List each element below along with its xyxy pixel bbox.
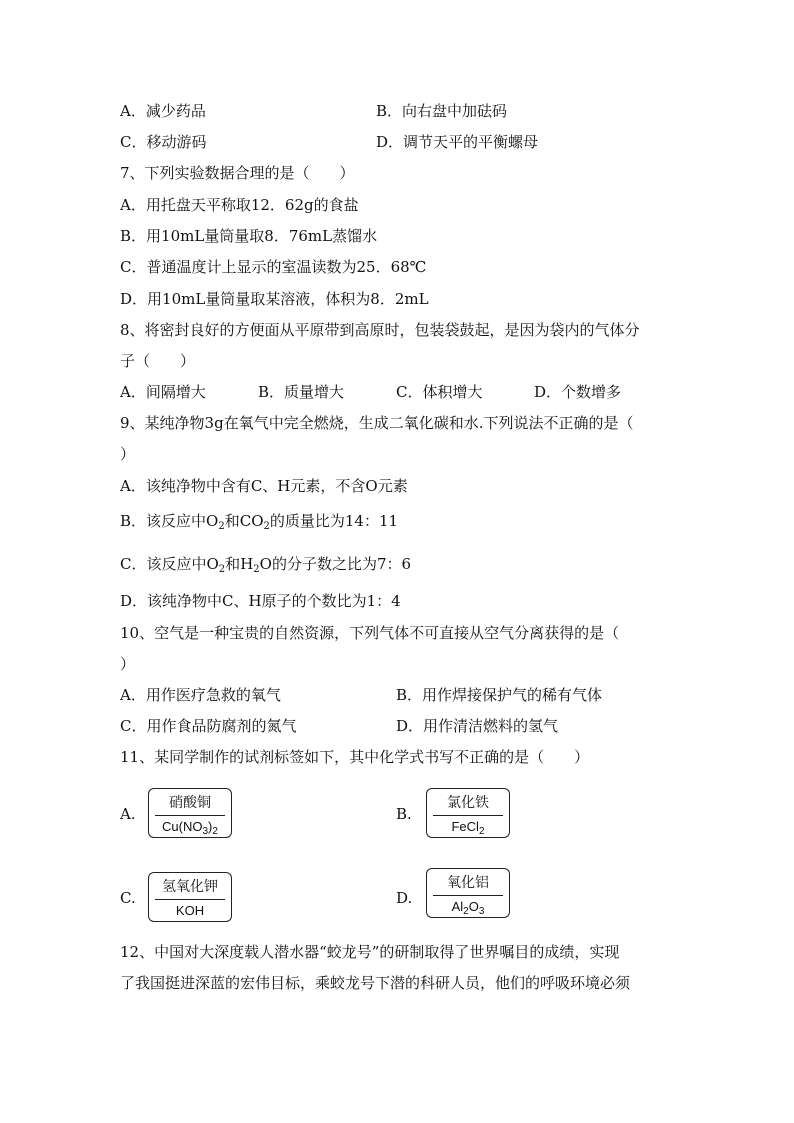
q11-label-b-name: 氯化铁 xyxy=(447,795,489,811)
q9-option-c xyxy=(120,553,411,581)
q10-option-b: B．用作焊接保护气的稀有气体 xyxy=(396,686,603,704)
q9-b-prefix: B．该反应中 xyxy=(120,512,207,530)
q11-label-d-formula-sub: 2 xyxy=(463,906,469,917)
q9-b-co2: CO xyxy=(239,512,264,530)
q11-option-a-letter: A. xyxy=(120,805,136,823)
q11-label-c-rule xyxy=(155,899,225,900)
q8-stem-line2: 子（ ） xyxy=(120,352,196,370)
q11-option-b-letter: B. xyxy=(396,805,412,823)
q11-label-a-formula-sub2: 2 xyxy=(212,826,218,837)
q9-c-h2o-o: O xyxy=(259,555,272,573)
q11-label-b xyxy=(426,788,510,838)
q7-option-c: C．普通温度计上显示的室温读数为25．68℃ xyxy=(120,258,427,276)
q8-option-c: C．体积增大 xyxy=(396,383,483,401)
q9-stem-line2: ） xyxy=(120,445,136,463)
q9-b-o2-sub: 2 xyxy=(218,521,225,532)
q9-b-suffix: 的质量比为14：11 xyxy=(269,512,399,530)
q11-label-c-formula xyxy=(149,903,231,919)
q9-option-d: D．该纯净物中C、H原子的个数比为1：4 xyxy=(120,592,401,610)
q9-b-and: 和 xyxy=(224,512,240,530)
q6-option-b: B．向右盘中加砝码 xyxy=(376,102,508,120)
q9-c-o2: O xyxy=(206,555,219,573)
q11-label-a-formula xyxy=(149,819,231,840)
q11-label-a-rule xyxy=(155,815,225,816)
q9-c-h-sub: 2 xyxy=(253,564,260,575)
q6-option-c: C．移动游码 xyxy=(120,133,207,151)
q11-option-c-letter: C. xyxy=(120,889,136,907)
q11-label-a-formula-main: Cu(NO xyxy=(162,819,203,834)
q10-option-a: A．用作医疗急救的氧气 xyxy=(120,686,281,704)
q11-label-c-name: 氢氧化钾 xyxy=(162,879,218,895)
q7-stem: 7、下列实验数据合理的是（ ） xyxy=(120,164,355,182)
q9-c-o2-sub: 2 xyxy=(218,564,226,575)
q7-option-a: A．用托盘天平称取12．62g的食盐 xyxy=(120,196,359,214)
q8-option-b: B．质量增大 xyxy=(258,383,345,401)
q10-option-c: C．用作食品防腐剂的氮气 xyxy=(120,717,297,735)
q9-b-co2-sub: 2 xyxy=(263,521,270,532)
q10-stem-line1: 10、空气是一种宝贵的自然资源，下列气体不可直接从空气分离获得的是（ xyxy=(120,624,620,642)
q9-c-h: H xyxy=(240,555,254,573)
q11-label-c-formula-main: KOH xyxy=(175,903,205,918)
q11-label-d xyxy=(426,868,510,918)
q11-label-a-name: 硝酸铜 xyxy=(169,795,211,811)
q10-option-d: D．用作清洁燃料的氢气 xyxy=(396,717,559,735)
q9-stem-line1: 9、某纯净物3g在氧气中完全燃烧，生成二氧化碳和水.下列说法不正确的是（ xyxy=(120,414,634,432)
q11-label-d-name: 氧化铝 xyxy=(447,875,489,891)
q8-stem-line1: 8、将密封良好的方便面从平原带到高原时，包装袋鼓起，是因为袋内的气体分 xyxy=(120,321,640,339)
q7-option-b: B．用10mL量筒量取8．76mL蒸馏水 xyxy=(120,227,378,245)
q11-label-d-formula-sub2: 3 xyxy=(478,906,485,917)
q11-label-b-formula-main: FeCl xyxy=(451,819,479,834)
q11-label-a-formula-end: ) xyxy=(208,819,213,834)
q11-label-d-formula-end: O xyxy=(468,899,479,914)
q9-c-and: 和 xyxy=(225,555,241,573)
q9-c-suffix: 的分子数之比为7：6 xyxy=(271,555,412,573)
q11-label-b-formula xyxy=(427,819,509,840)
q9-option-b xyxy=(120,510,398,538)
q11-stem: 11、某同学制作的试剂标签如下，其中化学式书写不正确的是（ ） xyxy=(120,748,590,766)
q11-label-d-formula-main: Al xyxy=(451,899,464,914)
q11-label-a-formula-sub: 3 xyxy=(202,826,209,837)
q11-label-d-rule xyxy=(433,895,503,896)
q9-option-a: A．该纯净物中含有C、H元素，不含O元素 xyxy=(120,477,408,495)
q10-stem-line2: ） xyxy=(120,655,136,673)
q11-option-d-letter: D. xyxy=(396,889,413,907)
q11-label-b-formula-sub: 2 xyxy=(478,826,485,837)
q12-line1: 12、中国对大深度载人潜水器“蛟龙号”的研制取得了世界嘱目的成绩，实现 xyxy=(120,943,620,961)
q6-option-d: D．调节天平的平衡螺母 xyxy=(376,133,539,151)
q9-c-prefix: C．该反应中 xyxy=(120,555,207,573)
q8-option-a: A．间隔增大 xyxy=(120,383,206,401)
q11-label-a xyxy=(148,788,232,838)
q12-line2: 了我国挺进深蓝的宏伟目标，乘蛟龙号下潜的科研人员，他们的呼吸环境必须 xyxy=(120,974,631,992)
q11-label-d-formula xyxy=(427,899,509,920)
q11-label-c xyxy=(148,872,232,922)
q11-label-b-rule xyxy=(433,815,503,816)
q8-option-d: D．个数增多 xyxy=(534,383,622,401)
q7-option-d: D．用10mL量筒量取某溶液，体积为8．2mL xyxy=(120,290,429,308)
q6-option-a: A．减少药品 xyxy=(120,102,206,120)
q9-b-o2: O xyxy=(206,512,219,530)
